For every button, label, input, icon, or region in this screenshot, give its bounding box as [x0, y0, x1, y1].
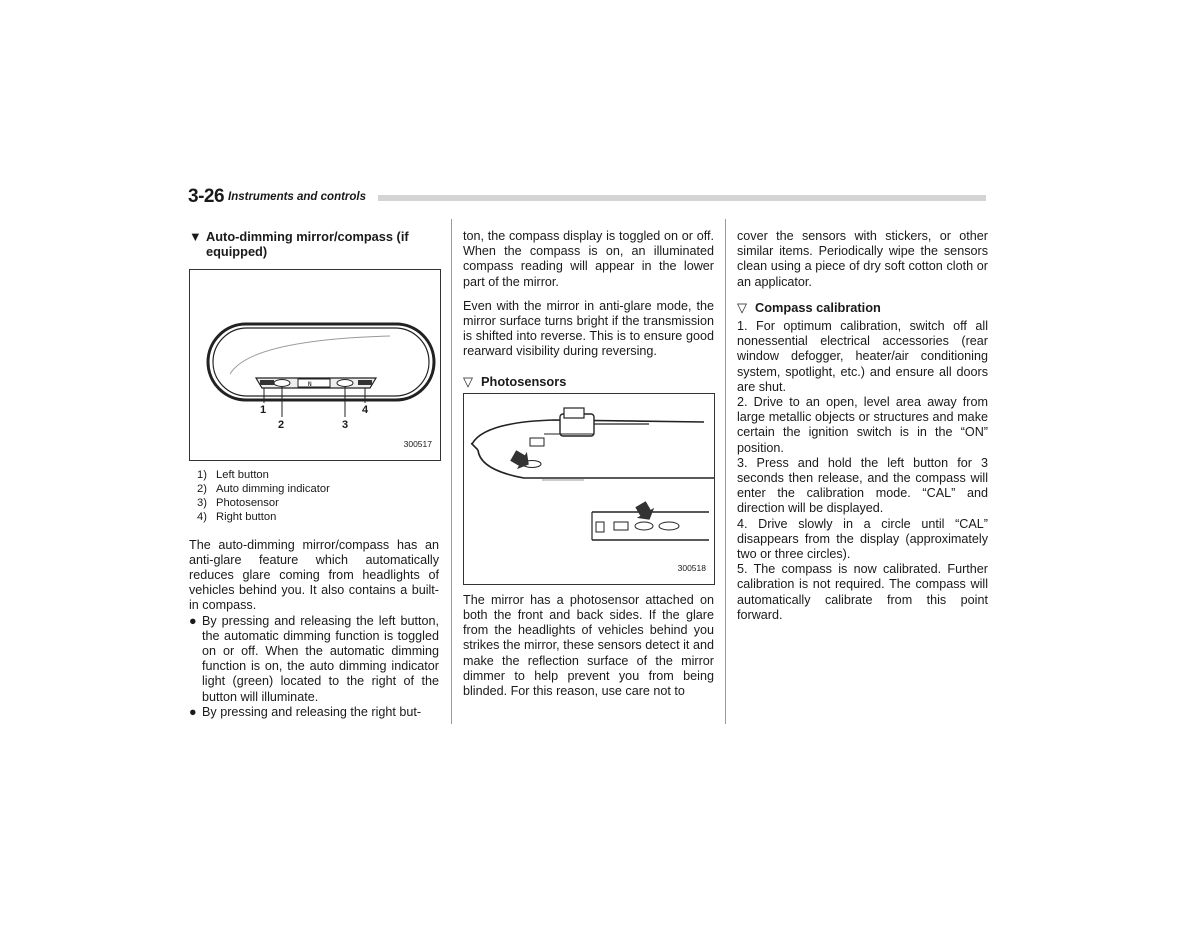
calibration-step: 5. The compass is now calibrated. Further calibration is not required. The compass will automatically calibrate from this point forward. [737, 562, 988, 622]
callout-1: 1 [260, 404, 267, 417]
calibration-step: 3. Press and hold the left button for 3 seconds then release, and the compass will enter the calibration mode. “CAL” and direction will be displayed. [737, 455, 988, 516]
calibration-step: 4. Drive slowly in a circle until “CAL” disappears from the display (approximately two or three circles). [737, 516, 988, 562]
page-header [188, 186, 988, 210]
calibration-step: 2. Drive to an open, level area away from large metallic objects or structures and make certain the ignition switch is in the “ON” position. [737, 395, 988, 455]
bullet-item: ● By pressing and releasing the right but- [189, 704, 422, 719]
section-title: Instruments and controls [228, 191, 367, 203]
heading-auto-dimming-mirror [189, 229, 439, 259]
callout-4: 4 [362, 404, 369, 417]
svg-text:N: N [308, 381, 312, 389]
mirror-illustration [190, 270, 440, 460]
photosensor-illustration [464, 394, 714, 584]
column-2 [463, 229, 714, 708]
legend-item: 1) Left button [197, 469, 269, 482]
legend-item: 3) Photosensor [197, 497, 279, 509]
subheading-photosensors: ▽ Photosensors [463, 373, 567, 389]
column-divider [725, 219, 726, 724]
paragraph: The mirror has a photosensor attached on both the front and back sides. If the glare from the headlights of vehicles behind you strikes the mirror, these sensors detect it and make the reflection surface of the mirror dimmer to help prevent you from being blinded. For this reason, use care not to [463, 592, 714, 699]
bullet-item: ● By pressing and releasing the left button, the automatic dimming function is toggled on or off. When the automatic dimming function is on, the auto dimming indicator light (green) located to the right of the button will illuminate. [189, 613, 439, 704]
heading-text: Auto-dimming mirror/compass (if equipped) [206, 229, 409, 260]
bullet-icon: ● [189, 704, 197, 719]
callout-3: 3 [342, 419, 349, 432]
figure-code: 300517 [403, 439, 432, 450]
paragraph: cover the sensors with stickers, or other similar items. Periodically wipe the sensors clean using a piece of dry soft cotton cloth or an applicator. [737, 229, 988, 289]
column-3 [737, 229, 988, 623]
subheading-compass-calibration: ▽ Compass calibration [737, 299, 881, 315]
column-divider [451, 219, 452, 724]
figure-mirror [189, 269, 441, 461]
paragraph: ton, the compass display is toggled on or off. When the compass is on, an illuminated compass reading will appear in the lower part of the mirror. [463, 229, 714, 289]
calibration-step: 1. For optimum calibration, switch off all nonessential electrical accessories (rear window defogger, heater/air conditioning system, spotlight, etc.) and ensure all doors are shut. [737, 319, 988, 394]
figure-code: 300518 [677, 562, 706, 573]
triangle-outline-icon: ▽ [463, 373, 473, 389]
figure-photosensors [463, 393, 715, 585]
column-1 [189, 229, 439, 720]
bullet-icon: ● [189, 613, 197, 628]
header-rule [378, 195, 986, 201]
legend-item: 2) Auto dimming indicator [197, 483, 330, 496]
callout-2: 2 [278, 419, 285, 432]
triangle-outline-icon: ▽ [737, 299, 747, 315]
legend-item: 4) Right button [197, 510, 277, 523]
paragraph: The auto-dimming mirror/compass has an anti-glare feature which automatically reduces glare coming from headlights of vehicles behind you. It also contains a built-in compass. [189, 537, 439, 613]
paragraph: Even with the mirror in anti-glare mode, the mirror surface turns bright if the transmission is shifted into reverse. This is to ensure good rearward visibility during reversing. [463, 298, 714, 359]
page-number: 3-26 [188, 186, 225, 207]
figure-legend [197, 469, 439, 524]
triangle-down-icon: ▼ [189, 229, 202, 244]
